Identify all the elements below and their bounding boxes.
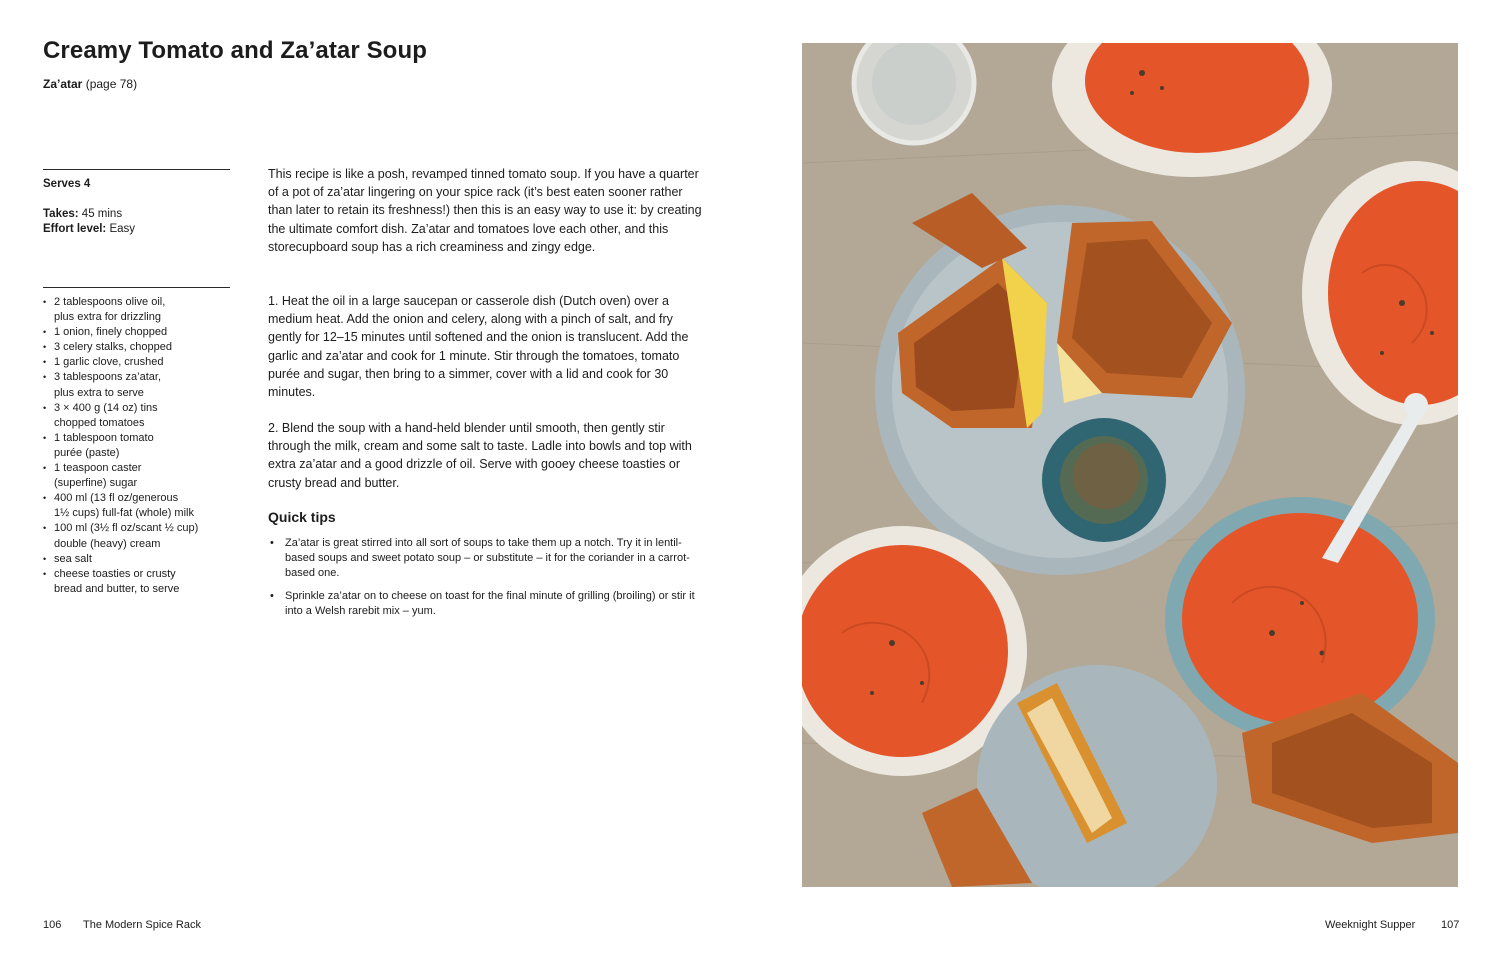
ingredient-item: • 1 onion, finely chopped bbox=[43, 325, 233, 340]
spice-reference-name: Za’atar bbox=[43, 77, 83, 91]
ingredient-item: • 1 tablespoon tomato purée (paste) bbox=[43, 431, 233, 461]
ingredient-item: • 100 ml (3½ fl oz/scant ½ cup) double (heavy) cream bbox=[43, 521, 233, 551]
ingredient-item: • cheese toasties or crusty bread and butter, to serve bbox=[43, 567, 233, 597]
ingredient-item: • 2 tablespoons olive oil, plus extra for drizzling bbox=[43, 295, 233, 325]
recipe-meta bbox=[43, 207, 135, 237]
soup-photo-illustration bbox=[802, 43, 1458, 887]
divider-top bbox=[43, 169, 230, 170]
spice-reference-page: (page 78) bbox=[85, 77, 138, 91]
soup-photo bbox=[802, 43, 1458, 887]
takes-line: Takes: 45 mins bbox=[43, 208, 123, 220]
ingredient-item: • 3 × 400 g (14 oz) tins chopped tomatoes bbox=[43, 401, 233, 431]
quick-tips-list bbox=[268, 536, 708, 626]
right-page-number: 107 bbox=[1441, 919, 1460, 931]
intro-paragraph: This recipe is like a posh, revamped tinned tomato soup. If you have a quarter of a pot of za’atar lingering on your spice rack (it’s best eaten sooner rather than later to retain its freshness!) then this is an easy way to use it: by creating the ultimate comfort dish. Za’atar and tomatoes love each other, and this storecupboard soup has a rich creaminess and zingy edge. bbox=[268, 167, 702, 254]
method-step-1: 1. Heat the oil in a large saucepan or casserole dish (Dutch oven) over a medium heat. Add the onion and celery, along with a pinch of salt, and fry gently for 12–15 minutes until softened and the onion is translucent. Add the garlic and za’atar and cook for 1 minute. Stir through the tomatoes, tomato purée and sugar, then bring to a simmer, cover with a lid and cook for 30 minutes. bbox=[268, 294, 689, 400]
effort-line: Effort level: Easy bbox=[43, 223, 136, 235]
divider-bottom bbox=[43, 287, 230, 288]
quick-tips-heading: Quick tips bbox=[268, 509, 336, 525]
ingredient-item: • 3 celery stalks, chopped bbox=[43, 340, 233, 355]
ingredient-item: • 3 tablespoons za’atar, plus extra to serve bbox=[43, 370, 233, 400]
method-step-2: 2. Blend the soup with a hand-held blender until smooth, then gently stir through the milk, cream and some salt to taste. Ladle into bowls and top with extra za’atar and a good drizzle of oil. Serve with gooey cheese toasties or crusty bread and butter. bbox=[268, 421, 692, 490]
left-page-number: 106 bbox=[43, 919, 62, 931]
tip-item: • Za’atar is great stirred into all sort of soups to take them up a notch. Try it in lentil-based soups and sweet potato soup – or substitute – it for the coriander in a carrot-based one. bbox=[268, 536, 708, 582]
recipe-title: Creamy Tomato and Za’atar Soup bbox=[43, 37, 427, 64]
ingredient-item: • 1 teaspoon caster (superfine) sugar bbox=[43, 461, 233, 491]
ingredient-list bbox=[43, 295, 233, 597]
tip-item: • Sprinkle za’atar on to cheese on toast for the final minute of grilling (broiling) or stir it into a Welsh rarebit mix – yum. bbox=[268, 589, 708, 619]
book-title: The Modern Spice Rack bbox=[83, 919, 201, 931]
ingredient-item: • sea salt bbox=[43, 552, 233, 567]
ingredient-item: • 400 ml (13 fl oz/generous 1½ cups) full-fat (whole) milk bbox=[43, 491, 233, 521]
serves: Serves 4 bbox=[43, 178, 91, 190]
section-name: Weeknight Supper bbox=[1325, 919, 1416, 931]
spice-reference bbox=[43, 77, 137, 91]
ingredient-item: • 1 garlic clove, crushed bbox=[43, 355, 233, 370]
